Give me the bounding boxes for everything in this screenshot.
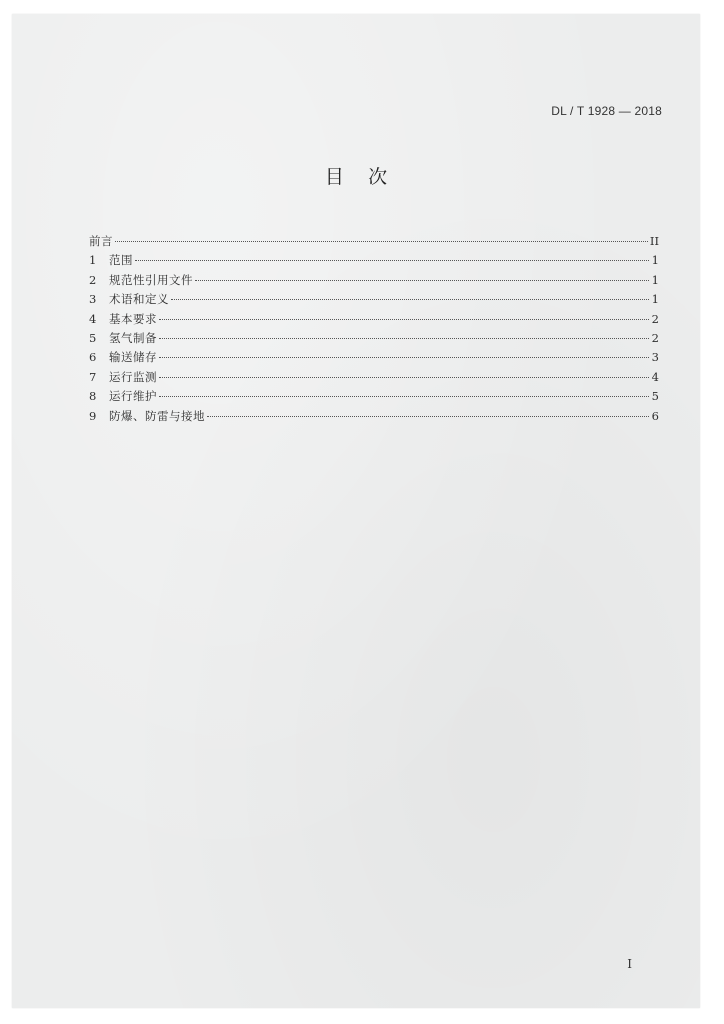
toc-entry-transport-storage[interactable]: [89, 348, 659, 367]
toc-entry-number: 3: [89, 292, 97, 307]
toc-leader-dots: [159, 377, 649, 378]
table-of-contents: [89, 232, 659, 426]
toc-entry-normative-references[interactable]: [89, 271, 659, 290]
toc-leader-dots: [171, 299, 649, 300]
toc-entry-number: 2: [89, 272, 97, 287]
toc-entry-number: 7: [89, 369, 97, 384]
toc-entry-page: 1: [651, 272, 659, 287]
toc-entry-title: 范围: [109, 253, 133, 268]
toc-entry-number: 1: [89, 253, 97, 268]
toc-leader-dots: [195, 280, 649, 281]
toc-entry-title: 运行维护: [109, 389, 157, 404]
toc-entry-page: 5: [651, 389, 659, 404]
toc-leader-dots: [135, 260, 649, 261]
document-code: DL / T 1928 — 2018: [551, 104, 662, 118]
page-number: I: [627, 957, 632, 971]
toc-entry-hydrogen-production[interactable]: [89, 329, 659, 348]
toc-entry-page: 1: [651, 253, 659, 268]
toc-entry-page: 2: [651, 330, 659, 345]
toc-entry-title: 前言: [89, 234, 113, 248]
toc-entry-operation-maintenance[interactable]: [89, 387, 659, 406]
toc-entry-page: 4: [651, 369, 659, 384]
toc-entry-operation-monitoring[interactable]: [89, 368, 659, 387]
toc-entry-number: 9: [89, 408, 97, 423]
toc-leader-dots: [115, 241, 648, 242]
toc-entry-title: 规范性引用文件: [109, 272, 193, 287]
toc-entry-foreword[interactable]: [89, 232, 659, 251]
toc-entry-title: 防爆、防雷与接地: [109, 408, 205, 423]
document-page: [12, 14, 700, 1008]
toc-entry-scope[interactable]: [89, 251, 659, 270]
toc-entry-number: 5: [89, 330, 97, 345]
toc-entry-page: 2: [651, 311, 659, 326]
toc-entry-page: 3: [651, 350, 659, 365]
toc-leader-dots: [207, 416, 649, 417]
toc-entry-terms-definitions[interactable]: [89, 290, 659, 309]
toc-leader-dots: [159, 338, 649, 339]
toc-leader-dots: [159, 357, 649, 358]
toc-leader-dots: [159, 319, 649, 320]
toc-entry-title: 基本要求: [109, 311, 157, 326]
toc-entry-title: 输送储存: [109, 350, 157, 365]
toc-entry-page: II: [649, 234, 659, 248]
toc-entry-page: 1: [651, 292, 659, 307]
toc-entry-number: 8: [89, 389, 97, 404]
toc-entry-title: 运行监测: [109, 369, 157, 384]
toc-entry-title: 氢气制备: [109, 330, 157, 345]
toc-leader-dots: [159, 396, 649, 397]
toc-heading: 目 次: [324, 166, 388, 188]
toc-entry-basic-requirements[interactable]: [89, 310, 659, 329]
toc-entry-number: 4: [89, 311, 97, 326]
toc-entry-page: 6: [651, 408, 659, 423]
toc-entry-explosion-lightning-grounding[interactable]: [89, 407, 659, 426]
toc-entry-number: 6: [89, 350, 97, 365]
toc-entry-title: 术语和定义: [109, 292, 169, 307]
